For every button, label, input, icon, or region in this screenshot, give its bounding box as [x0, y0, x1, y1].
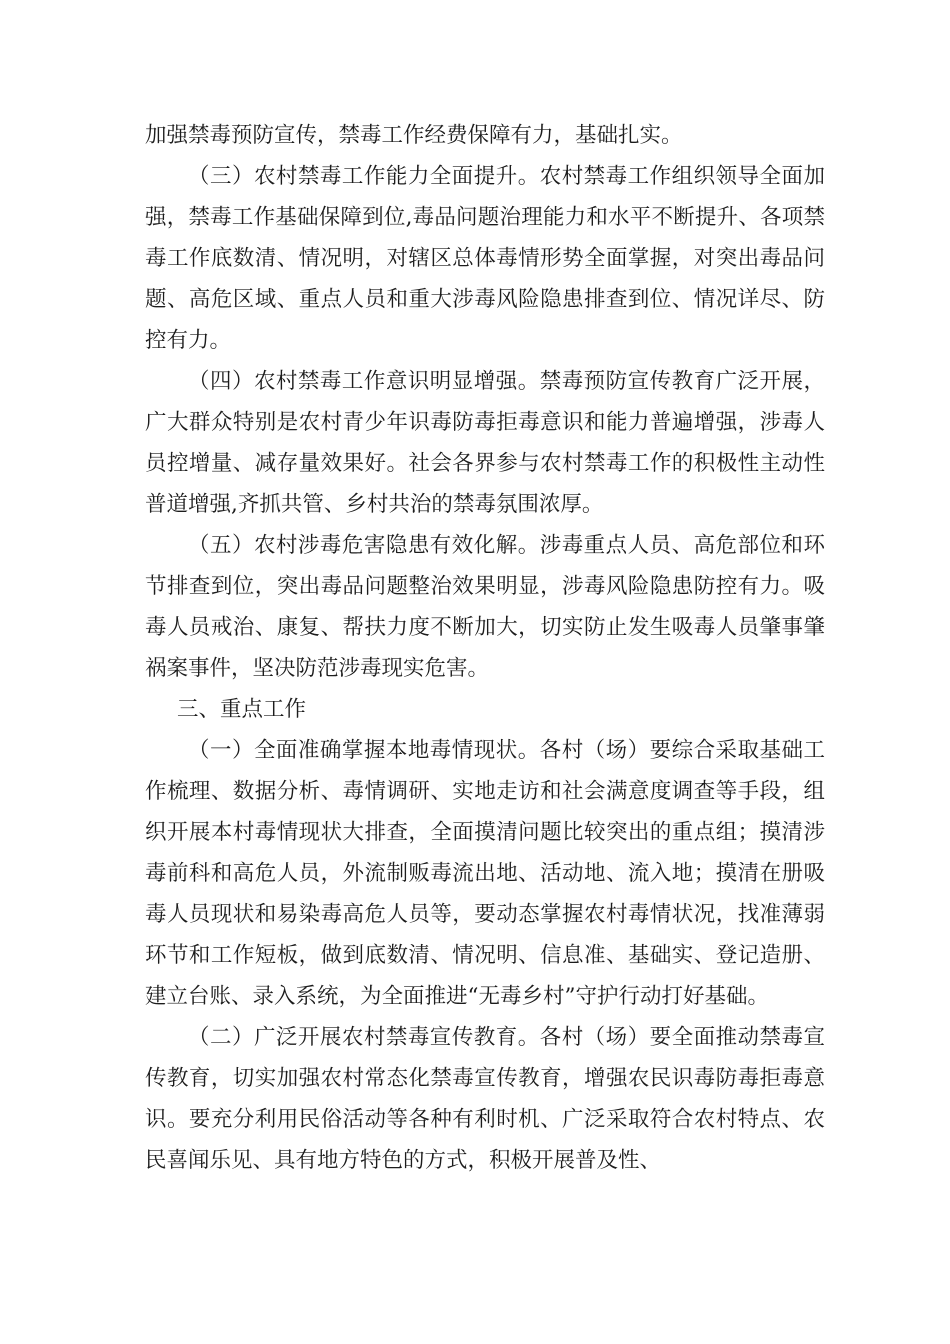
paragraph-rural-capability: （三）农村禁毒工作能力全面提升。农村禁毒工作组织领导全面加强，禁毒工作基础保障到位,毒品问题治理能力和水平不断提升、各项禁毒工作底数清、情况明，对辖区总体毒情形势全面掌握，对突出毒品问题、高危区域、重点人员和重大涉毒风险隐患排查到位、情况详尽、防控有力。	[145, 164, 825, 353]
paragraph-drug-situation: （一）全面准确掌握本地毒情现状。各村（场）要综合采取基础工作梳理、数据分析、毒情调研、实地走访和社会满意度调查等手段，组织开展本村毒情现状大排查，全面摸清问题比较突出的重点组；摸清涉毒前科和高危人员，外流制贩毒流出地、活动地、流入地；摸清在册吸毒人员现状和易染毒高危人员等，要动态掌握农村毒情状况，找准薄弱环节和工作短板，做到底数清、情况明、信息准、基础实、登记造册、建立台账、录入系统，为全面推进“无毒乡村”守护行动打好基础。	[145, 738, 825, 1009]
document-body	[145, 115, 825, 1181]
paragraph-rural-awareness: （四）农村禁毒工作意识明显增强。禁毒预防宣传教育广泛开展，广大群众特别是农村青少年识毒防毒拒毒意识和能力普遍增强，涉毒人员控增量、减存量效果好。社会各界参与农村禁毒工作的积极性主动性普道增强,齐抓共管、乡村共治的禁毒氛围浓厚。	[145, 369, 825, 517]
paragraph-continuation: 加强禁毒预防宣传，禁毒工作经费保障有力，基础扎实。	[145, 123, 683, 148]
section-heading-key-work: 三、重点工作	[177, 697, 307, 722]
paragraph-publicity-education: （二）广泛开展农村禁毒宣传教育。各村（场）要全面推动禁毒宣传教育，切实加强农村常态化禁毒宣传教育，增强农民识毒防毒拒毒意识。要充分利用民俗活动等各种有利时机、广泛采取符合农村特点、农民喜闻乐见、具有地方特色的方式，积极开展普及性、	[145, 1025, 825, 1173]
paragraph-risk-resolution: （五）农村涉毒危害隐患有效化解。涉毒重点人员、高危部位和环节排查到位，突出毒品问题整治效果明显，涉毒风险隐患防控有力。吸毒人员戒治、康复、帮扶力度不断加大，切实防止发生吸毒人员肇事肇祸案事件，坚决防范涉毒现实危害。	[145, 533, 825, 681]
